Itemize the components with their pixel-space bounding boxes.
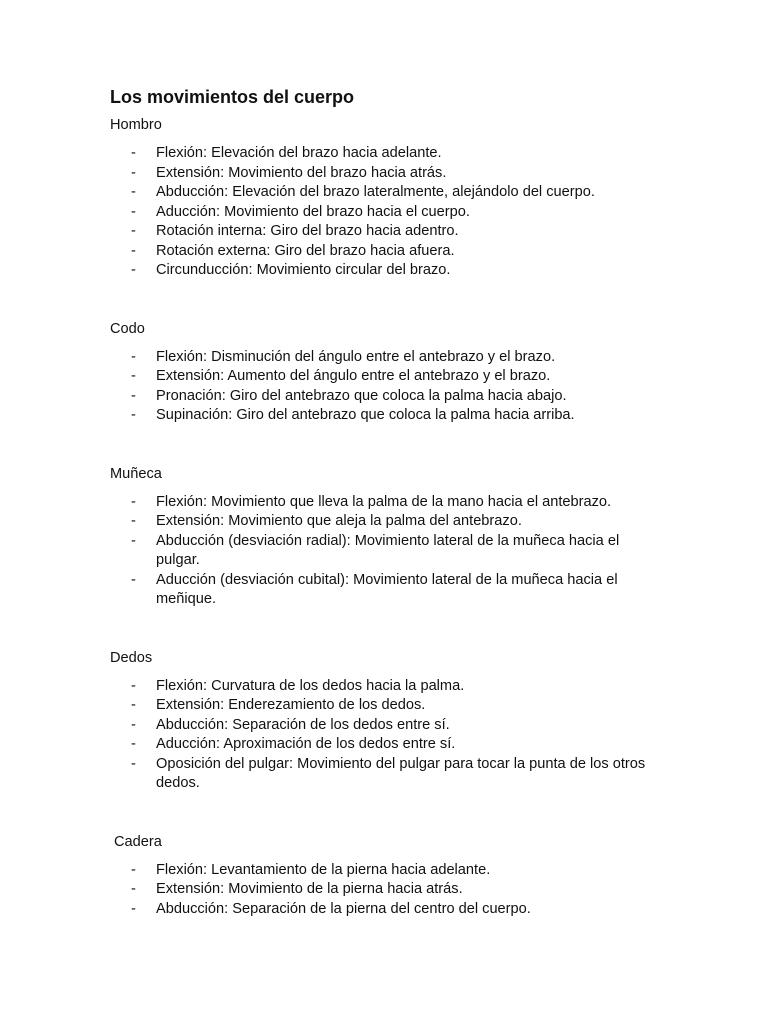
bullet-list — [110, 861, 658, 920]
list-item-text: Abducción: Elevación del brazo lateralmente, alejándolo del cuerpo. — [156, 184, 595, 200]
list-item — [110, 164, 658, 184]
list-item-text: Rotación interna: Giro del brazo hacia adentro. — [156, 223, 459, 239]
bullet-list — [110, 677, 658, 794]
list-item — [110, 367, 658, 387]
list-item-text: Extensión: Enderezamiento de los dedos. — [156, 697, 426, 713]
list-item-text: Aducción: Aproximación de los dedos entre sí. — [156, 736, 456, 752]
list-item — [110, 387, 658, 407]
list-item-text: Abducción: Separación de los dedos entre sí. — [156, 716, 450, 733]
bullet-list — [110, 348, 658, 426]
dash-bullet-icon: - — [131, 900, 136, 917]
section-hombro — [110, 115, 658, 281]
section-heading: Codo — [110, 320, 145, 337]
list-item-text: Extensión: Movimiento del brazo hacia atrás. — [156, 164, 447, 181]
dash-bullet-icon: - — [131, 677, 136, 694]
dash-bullet-icon: - — [131, 203, 136, 220]
dash-bullet-icon: - — [131, 571, 136, 588]
dash-bullet-icon: - — [131, 184, 136, 200]
dash-bullet-icon: - — [131, 532, 136, 549]
list-item-text: Abducción: Separación de la pierna del centro del cuerpo. — [156, 900, 531, 917]
list-item — [110, 222, 658, 242]
dash-bullet-icon: - — [131, 407, 136, 423]
list-item — [110, 406, 658, 426]
dash-bullet-icon: - — [131, 513, 136, 529]
list-item-text: Extensión: Movimiento que aleja la palma del antebrazo. — [156, 513, 522, 529]
dash-bullet-icon: - — [131, 493, 136, 510]
section-heading: Hombro — [110, 117, 162, 133]
dash-bullet-icon: - — [131, 164, 136, 181]
dash-bullet-icon: - — [131, 881, 136, 897]
sections-container — [110, 115, 658, 919]
list-item — [110, 348, 658, 368]
list-item — [110, 532, 658, 571]
section-heading: Muñeca — [110, 465, 162, 482]
dash-bullet-icon: - — [131, 368, 136, 384]
document-title: Los movimientos del cuerpo — [110, 87, 355, 107]
list-item-text: Flexión: Movimiento que lleva la palma de la mano hacia el antebrazo. — [156, 493, 612, 510]
list-item — [110, 203, 658, 223]
list-item — [110, 493, 658, 513]
list-item-text: Circunducción: Movimiento circular del brazo. — [156, 262, 451, 278]
section-heading: Cadera — [114, 833, 162, 850]
list-item — [110, 716, 658, 736]
dash-bullet-icon: - — [131, 716, 136, 733]
list-item — [110, 242, 658, 262]
dash-bullet-icon: - — [131, 348, 136, 365]
dash-bullet-icon: - — [131, 262, 136, 278]
list-item-text: Extensión: Movimiento de la pierna hacia atrás. — [156, 881, 463, 897]
list-item — [110, 735, 658, 755]
list-item-text: Flexión: Levantamiento de la pierna hacia adelante. — [156, 861, 491, 878]
dash-bullet-icon: - — [131, 755, 136, 772]
dash-bullet-icon: - — [131, 387, 136, 404]
dash-bullet-icon: - — [131, 697, 136, 713]
dash-bullet-icon: - — [131, 861, 136, 878]
list-item — [110, 861, 658, 881]
list-item — [110, 696, 658, 716]
list-item — [110, 677, 658, 697]
list-item-text: Supinación: Giro del antebrazo que coloca la palma hacia arriba. — [156, 407, 575, 423]
list-item — [110, 144, 658, 164]
list-item-text: Rotación externa: Giro del brazo hacia afuera. — [156, 242, 455, 259]
list-item — [110, 900, 658, 920]
list-item — [110, 755, 658, 794]
section-muneca — [110, 464, 658, 610]
list-item-text: Oposición del pulgar: Movimiento del pulgar para tocar la punta de los otros dedos. — [156, 755, 646, 791]
list-item-text: Abducción (desviación radial): Movimiento lateral de la muñeca hacia el pulgar. — [156, 532, 620, 568]
list-item — [110, 183, 658, 203]
list-item-text: Flexión: Disminución del ángulo entre el antebrazo y el brazo. — [156, 348, 556, 365]
list-item-text: Pronación: Giro del antebrazo que coloca la palma hacia abajo. — [156, 387, 567, 404]
section-heading: Dedos — [110, 649, 153, 666]
list-item — [110, 261, 658, 281]
bullet-list — [110, 493, 658, 610]
dash-bullet-icon: - — [131, 242, 136, 259]
list-item — [110, 512, 658, 532]
list-item-text: Aducción (desviación cubital): Movimiento lateral de la muñeca hacia el meñique. — [156, 571, 618, 607]
list-item-text: Flexión: Elevación del brazo hacia adelante. — [156, 145, 442, 161]
list-item-text: Aducción: Movimiento del brazo hacia el cuerpo. — [156, 203, 470, 220]
list-item-text: Flexión: Curvatura de los dedos hacia la palma. — [156, 677, 465, 694]
section-dedos — [110, 648, 658, 794]
dash-bullet-icon: - — [131, 223, 136, 239]
list-item — [110, 880, 658, 900]
section-cadera — [110, 832, 658, 920]
section-codo — [110, 319, 658, 426]
dash-bullet-icon: - — [131, 145, 136, 161]
list-item-text: Extensión: Aumento del ángulo entre el antebrazo y el brazo. — [156, 368, 551, 384]
bullet-list — [110, 144, 658, 281]
list-item — [110, 571, 658, 610]
dash-bullet-icon: - — [131, 736, 136, 752]
